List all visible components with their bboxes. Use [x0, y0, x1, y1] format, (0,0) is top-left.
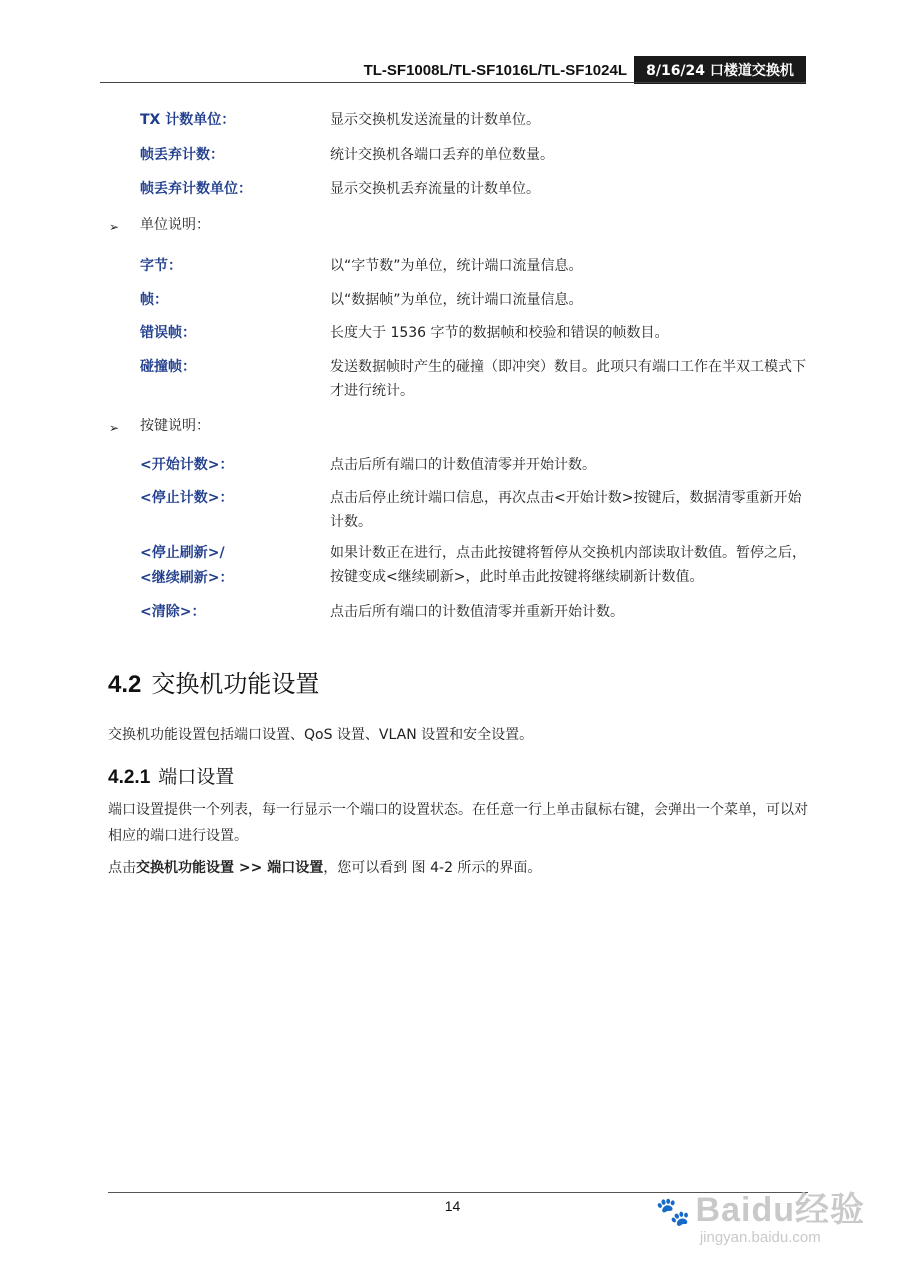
section-heading-4-2-1: [108, 762, 234, 789]
definition-desc-bytes: 以“字节数”为单位，统计端口流量信息。: [330, 258, 583, 274]
nav-path: 交换机功能设置 >> 端口设置: [136, 860, 324, 876]
definition-term-stop-count: <停止计数>：: [140, 490, 234, 506]
document-category-badge: 8/16/24 口楼道交换机: [634, 56, 806, 84]
section-4-2-1-paragraph: 端口设置提供一个列表，每一行显示一个端口的设置状态。在任意一行上单击鼠标右键，会弹出一个菜单，可以对相应的端口进行设置。: [108, 802, 808, 844]
section-title: 交换机功能设置: [151, 670, 320, 698]
definition-term-collision-frames: 碰撞帧：: [140, 359, 196, 375]
definition-term-stop-refresh: <停止刷新>/: [140, 545, 225, 561]
definition-term-continue-refresh: <继续刷新>：: [140, 570, 234, 586]
paw-icon: 🐾: [655, 1195, 691, 1228]
definition-desc-clear: 点击后所有端口的计数值清零并重新开始计数。: [330, 604, 624, 620]
definition-term-start-count: <开始计数>：: [140, 457, 234, 473]
section-4-2-intro: 交换机功能设置包括端口设置、QoS 设置、VLAN 设置和安全设置。: [108, 727, 534, 743]
definition-desc-stop-count: 点击后停止统计端口信息，再次点击<开始计数>按键后，数据清零重新开始计数。: [330, 490, 802, 530]
definition-desc-error-frames: 长度大于 1536 字节的数据帧和校验和错误的帧数目。: [330, 325, 669, 341]
baidu-watermark: [656, 1182, 865, 1246]
nav-suffix: ，您可以看到 图 4-2 所示的界面。: [323, 860, 542, 876]
definition-desc-frame-drop-unit: 显示交换机丢弃流量的计数单位。: [330, 181, 540, 197]
definition-term-tx-unit: TX 计数单位：: [140, 112, 236, 128]
watermark-brand: Baidu经验: [695, 1191, 865, 1229]
definition-term-frames: 帧：: [140, 292, 168, 308]
bullet-arrow-icon: ➢: [109, 220, 120, 234]
definition-term-bytes: 字节：: [140, 258, 182, 274]
definition-term-clear: <清除>：: [140, 604, 206, 620]
definition-desc-tx-unit: 显示交换机发送流量的计数单位。: [330, 112, 540, 128]
header-divider: [100, 82, 806, 83]
definition-desc-refresh: 如果计数正在进行，点击此按键将暂停从交换机内部读取计数值。暂停之后，按键变成<继续刷新>，此时单击此按键将继续刷新计数值。: [330, 545, 806, 585]
bullet-arrow-icon: ➢: [109, 421, 120, 435]
definition-term-frame-drop-count: 帧丢弃计数：: [140, 147, 224, 163]
subsection-title: 端口设置: [158, 766, 235, 788]
watermark-url: jingyan.baidu.com: [699, 1229, 821, 1246]
definition-term-error-frames: 错误帧：: [140, 325, 196, 341]
definition-desc-collision-frames: 发送数据帧时产生的碰撞（即冲突）数目。此项只有端口工作在半双工模式下才进行统计。: [330, 359, 806, 399]
definition-desc-start-count: 点击后所有端口的计数值清零并开始计数。: [330, 457, 596, 473]
section-heading-4-2: [108, 664, 319, 699]
document-model-header: TL-SF1008L/TL-SF1016L/TL-SF1024L: [363, 62, 627, 79]
buttons-section-label: 按键说明：: [140, 418, 210, 434]
subsection-number: 4.2.1: [108, 767, 151, 788]
definition-term-frame-drop-unit: 帧丢弃计数单位：: [140, 181, 252, 197]
nav-prefix: 点击: [108, 860, 136, 876]
definition-desc-frames: 以“数据帧”为单位，统计端口流量信息。: [330, 292, 583, 308]
section-number: 4.2: [108, 671, 142, 698]
section-4-2-1-nav-instruction: [108, 855, 808, 881]
definition-desc-frame-drop-count: 统计交换机各端口丢弃的单位数量。: [330, 147, 554, 163]
page-number: 14: [444, 1198, 461, 1214]
units-section-label: 单位说明：: [140, 217, 210, 233]
